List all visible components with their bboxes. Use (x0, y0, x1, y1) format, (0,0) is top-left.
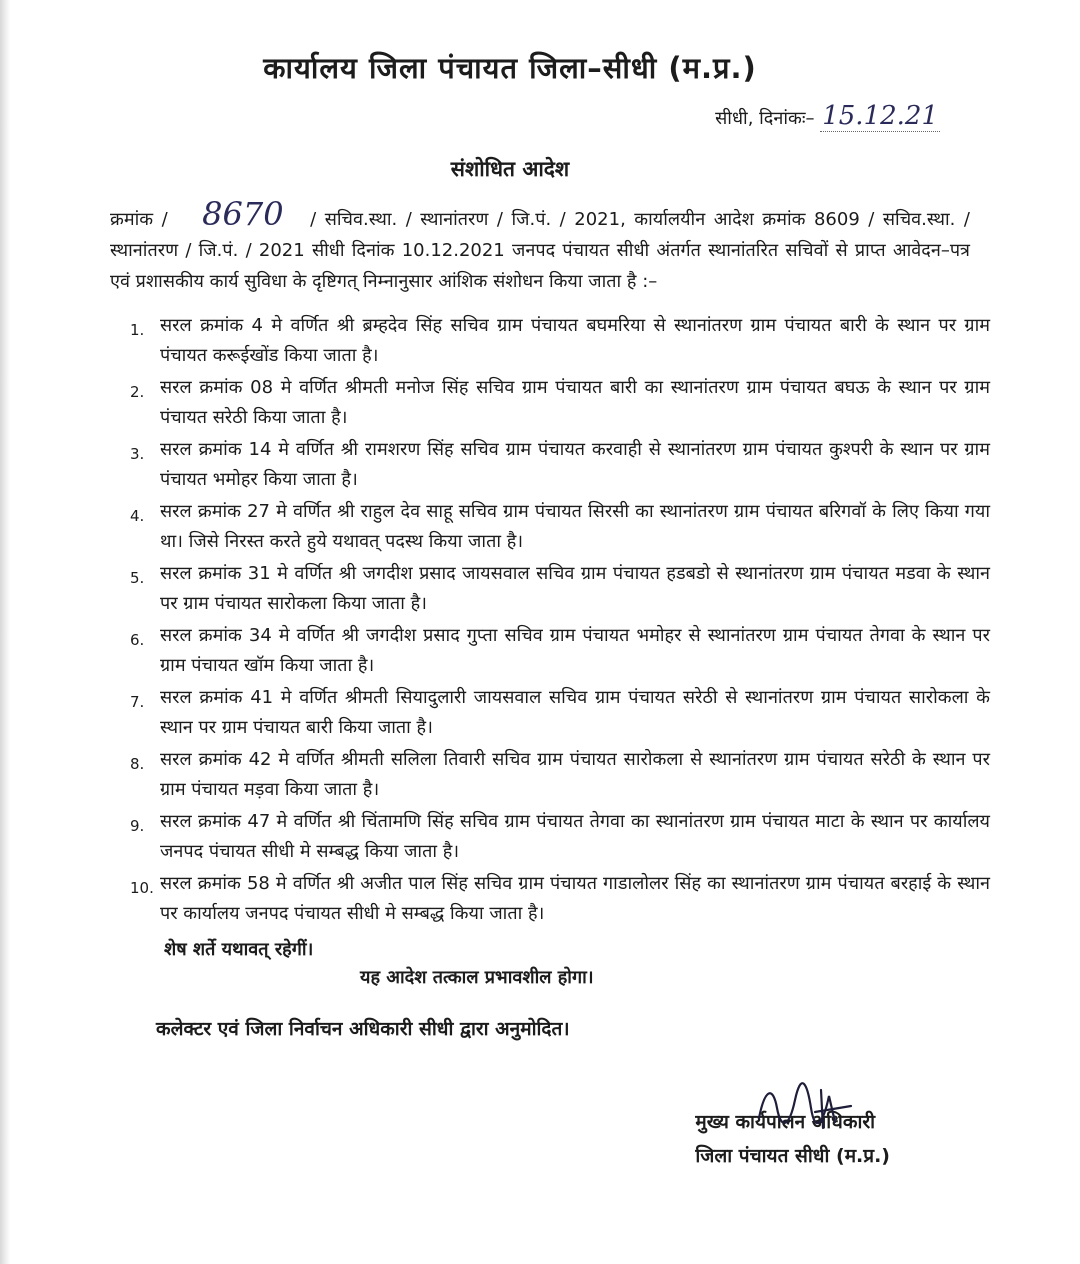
signatory-office: जिला पंचायत सीधी (म.प्र.) (695, 1145, 890, 1167)
list-item-number: 5. (130, 569, 145, 587)
list-item (130, 807, 990, 867)
list-item-number: 2. (130, 383, 145, 401)
amendment-list (110, 311, 990, 929)
list-item-number: 9. (130, 817, 145, 835)
order-intro-paragraph (110, 195, 970, 297)
list-item-text: सरल क्रमांक 31 मे वर्णित श्री जगदीश प्रसाद जायसवाल सचिव ग्राम पंचायत हडबडो से स्थानांतरण ग्राम पंचायत मडवा के स्थान पर ग्राम पंचायत सारोकला किया जाता है। (160, 563, 990, 614)
list-item (130, 311, 990, 371)
list-item (130, 683, 990, 743)
approval-statement: कलेक्टर एवं जिला निर्वाचन अधिकारी सीधी द्वारा अनुमोदित। (156, 1018, 570, 1040)
date-line (110, 101, 940, 131)
list-item-number: 7. (130, 693, 145, 711)
signatory-title: मुख्य कार्यपालन अधिकारी (695, 1111, 876, 1133)
list-item (130, 435, 990, 495)
list-item (130, 745, 990, 805)
list-item-number: 8. (130, 755, 145, 773)
list-item-number: 6. (130, 631, 145, 649)
order-intro-text: / सचिव.स्था. / स्थानांतरण / जि.पं. / 2021, कार्यालयीन आदेश क्रमांक 8609 / सचिव.स्था. / स्थानांतरण / जि.पं. / 2021 सीधी दिनांक 10.12.2021 जनपद पंचायत सीधी अंतर्गत स्थानांतरित सचिवों से प्राप्त आवेदन–पत्र एवं प्रशासकीय कार्य सुविधा के दृष्टिगत् निम्नानुसार आंशिक संशोधन किया जाता है :– (110, 209, 970, 292)
list-item (130, 497, 990, 557)
office-title: कार्यालय जिला पंचायत जिला–सीधी (म.प्र.) (263, 51, 757, 85)
list-item-text: सरल क्रमांक 47 मे वर्णित श्री चिंतामणि सिंह सचिव ग्राम पंचायत तेगवा का स्थानांतरण ग्राम पंचायत माटा के स्थान पर कार्यालय जनपद पंचायत सीधी मे सम्बद्ध किया जाता है। (160, 811, 990, 862)
list-item-text: सरल क्रमांक 27 मे वर्णित श्री राहुल देव साहू सचिव ग्राम पंचायत सिरसी का स्थानांतरण ग्राम पंचायत बरिगवॉ के लिए किया गया था। जिसे निरस्त करते हुये यथावत् पदस्थ किया जाता है। (160, 501, 990, 552)
list-item-text: सरल क्रमांक 4 मे वर्णित श्री ब्रम्हदेव सिंह सचिव ग्राम पंचायत बघमरिया से स्थानांतरण ग्राम पंचायत बारी के स्थान पर ग्राम पंचायत करूईखोंड किया जाता है। (160, 315, 990, 366)
list-item-text: सरल क्रमांक 58 मे वर्णित श्री अजीत पाल सिंह सचिव ग्राम पंचायत गाडालोलर सिंह का स्थानांतरण ग्राम पंचायत बरहाई के स्थान पर कार्यालय जनपद पंचायत सीधी मे सम्बद्ध किया जाता है। (160, 873, 990, 924)
list-item-text: सरल क्रमांक 34 मे वर्णित श्री जगदीश प्रसाद गुप्ता सचिव ग्राम पंचायत भमोहर से स्थानांतरण ग्राम पंचायत तेगवा के स्थान पर ग्राम पंचायत खॉम किया जाता है। (160, 625, 990, 676)
list-item (130, 373, 990, 433)
order-number-prefix: क्रमांक / (110, 209, 168, 230)
order-heading: संशोधित आदेश (450, 157, 570, 181)
signature-scribble-icon (751, 1078, 861, 1138)
remaining-conditions: शेष शर्ते यथावत् रहेगीं। (164, 939, 314, 960)
list-item-number: 10. (130, 879, 154, 897)
page-edge-shadow (0, 0, 10, 1264)
list-item (130, 869, 990, 929)
list-item (130, 621, 990, 681)
signature-block (695, 1108, 890, 1168)
handwritten-order-number: 8670 (202, 195, 284, 233)
effective-statement: यह आदेश तत्काल प्रभावशील होगा। (360, 967, 594, 988)
list-item-text: सरल क्रमांक 41 मे वर्णित श्रीमती सियादुलारी जायसवाल सचिव ग्राम पंचायत सरेठी से स्थानांतरण ग्राम पंचायत सारोकला के स्थान पर ग्राम पंचायत बारी किया जाता है। (160, 687, 990, 738)
list-item-text: सरल क्रमांक 08 मे वर्णित श्रीमती मनोज सिंह सचिव ग्राम पंचायत बारी का स्थानांतरण ग्राम पंचायत बघऊ के स्थान पर ग्राम पंचायत सरेठी किया जाता है। (160, 377, 990, 428)
date-prefix: सीधी, दिनांकः– (715, 108, 815, 129)
handwritten-date: 15.12.21 (822, 101, 938, 131)
list-item-number: 3. (130, 445, 145, 463)
list-item-text: सरल क्रमांक 42 मे वर्णित श्रीमती सलिला तिवारी सचिव ग्राम पंचायत सारोकला से स्थानांतरण ग्राम पंचायत सरेठी के स्थान पर ग्राम पंचायत मड़वा किया जाता है। (160, 749, 990, 800)
list-item-text: सरल क्रमांक 14 मे वर्णित श्री रामशरण सिंह सचिव ग्राम पंचायत करवाही से स्थानांतरण ग्राम पंचायत कुश्परी के स्थान पर ग्राम पंचायत भमोहर किया जाता है। (160, 439, 990, 490)
signatory-title-line (695, 1108, 890, 1134)
list-item (130, 559, 990, 619)
list-item-number: 4. (130, 507, 145, 525)
list-item-number: 1. (130, 321, 145, 339)
